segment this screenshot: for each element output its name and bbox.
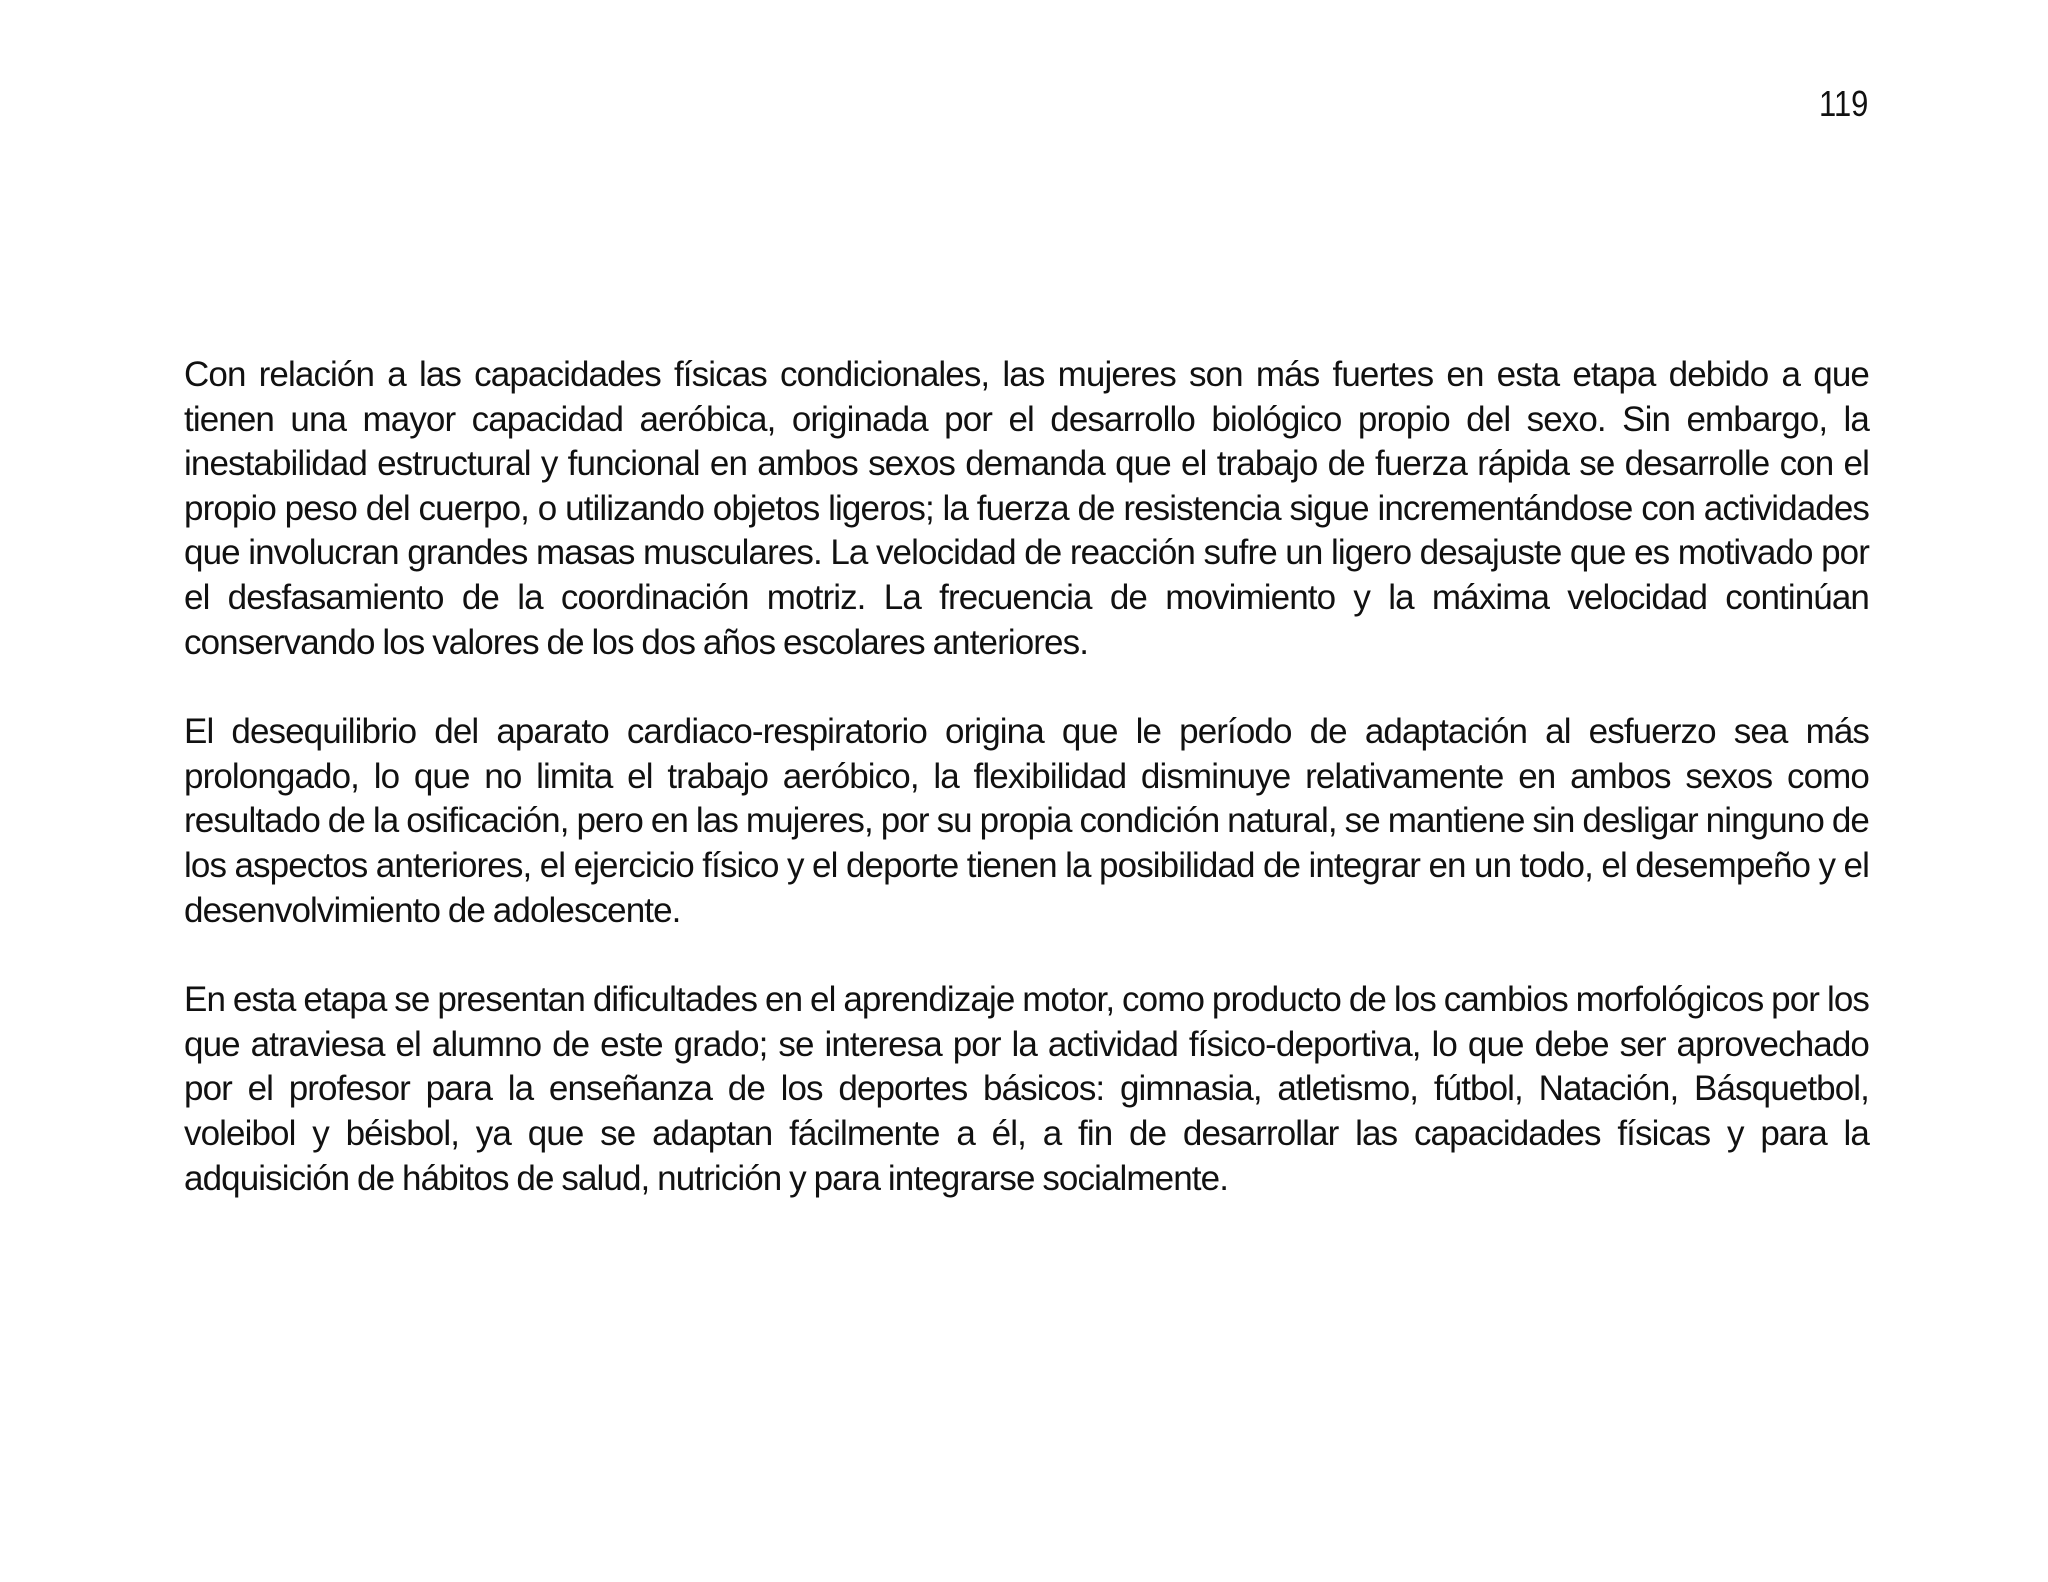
paragraph-capacidades-fisicas: Con relación a las capacidades físicas condicionales, las mujeres son más fuertes en esta etapa debido a que tienen una mayor capacidad aeróbica, originada por el desarrollo biológico propio del sexo. Sin embargo, la inestabilidad estructural y funcional en ambos sexos demanda que el trabajo de fuerza rápida se desarrolle con el propio peso del cuerpo, o utilizando objetos ligeros; la fuerza de resistencia sigue incrementándose con actividades que involucran grandes masas musculares. La velocidad de reacción sufre un ligero desajuste que es motivado por el desfasamiento de la coordinación motriz. La frecuencia de movimiento y la máxima velocidad continúan conservando los valores de los dos años escolares anteriores. xyxy=(184,355,1869,662)
paragraph-aprendizaje-motor: En esta etapa se presentan dificultades en el aprendizaje motor, como producto de los cambios morfológicos por los que atraviesa el alumno de este grado; se interesa por la actividad físico-deportiva, lo que debe ser aprovechado por el profesor para la enseñanza de los deportes básicos: gimnasia, atletismo, fútbol, Natación, Básquetbol, voleibol y béisbol, ya que se adaptan fácilmente a él, a fin de desarrollar las capacidades físicas y para la adquisición de hábitos de salud, nutrición y para integrarse socialmente. xyxy=(184,980,1869,1198)
body-text xyxy=(184,353,1869,1246)
page-number: 119 xyxy=(1818,83,1868,124)
paragraph-aparato-cardiaco: El desequilibrio del aparato cardiaco-respiratorio origina que le período de adaptación al esfuerzo sea más prolongado, lo que no limita el trabajo aeróbico, la flexibilidad disminuye relativamente en ambos sexos como resultado de la osificación, pero en las mujeres, por su propia condición natural, se mantiene sin desligar ninguno de los aspectos anteriores, el ejercicio físico y el deporte tienen la posibilidad de integrar en un todo, el desempeño y el desenvolvimiento de adolescente. xyxy=(184,712,1869,930)
